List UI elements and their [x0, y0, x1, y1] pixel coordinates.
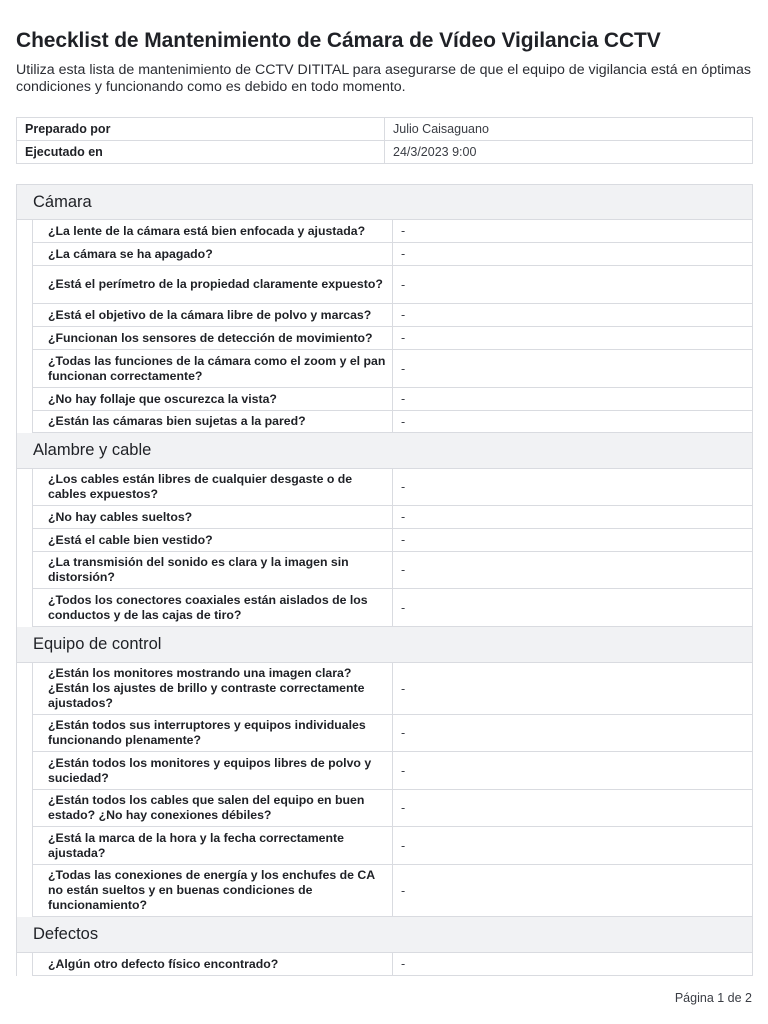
- page-number: Página 1 de 2: [674, 991, 752, 1005]
- meta-value: Julio Caisaguano: [385, 118, 753, 141]
- checklist-question: ¿No hay follaje que oscurezca la vista?: [33, 388, 393, 410]
- checklist-question: ¿No hay cables sueltos?: [33, 506, 393, 528]
- page-description: Utiliza esta lista de mantenimiento de CCTV DITITAL para asegurarse de que el equipo de vigilancia está en óptimas condiciones y funcionando como es debido en todo momento.: [16, 62, 751, 95]
- checklist-question: ¿La cámara se ha apagado?: [33, 243, 393, 265]
- checklist-answer: -: [401, 361, 406, 376]
- section-header-equipo-de-control: Equipo de control: [17, 627, 752, 663]
- checklist-row: [32, 350, 752, 388]
- checklist-question: ¿Están los monitores mostrando una imagen clara? ¿Están los ajustes de brillo y contraste correctamente ajustados?: [33, 663, 393, 714]
- checklist-answer: -: [401, 838, 406, 853]
- checklist-question: ¿Todos los conectores coaxiales están aislados de los conductos y de las cajas de tiro?: [33, 589, 393, 626]
- checklist-row: [32, 388, 752, 411]
- checklist-row: [32, 715, 752, 752]
- meta-label: Preparado por: [17, 118, 385, 141]
- checklist-row: [32, 865, 752, 917]
- checklist-answer: -: [401, 308, 406, 322]
- checklist-answer: -: [401, 726, 406, 740]
- checklist-row: [32, 953, 752, 976]
- checklist-question: ¿Están todos los cables que salen del equipo en buen estado? ¿No hay conexiones débiles?: [33, 790, 393, 826]
- section-header-defectos: Defectos: [17, 917, 752, 953]
- checklist-row: [32, 790, 752, 827]
- checklist-question: ¿Están todos los monitores y equipos libres de polvo y suciedad?: [33, 752, 393, 789]
- checklist-answer: -: [401, 392, 406, 406]
- checklist-row: [32, 827, 752, 865]
- checklist-answer: -: [401, 510, 406, 524]
- checklist-row: [32, 529, 752, 552]
- checklist-question: ¿Está el objetivo de la cámara libre de polvo y marcas?: [33, 304, 393, 326]
- checklist-question: ¿La lente de la cámara está bien enfocada y ajustada?: [33, 220, 393, 242]
- checklist-row: [32, 266, 752, 304]
- checklist-answer: -: [401, 801, 406, 815]
- checklist-row: [32, 327, 752, 350]
- checklist-answer: -: [401, 883, 406, 898]
- checklist-row: [32, 552, 752, 589]
- checklist-question: ¿Todas las funciones de la cámara como el zoom y el pan funcionan correctamente?: [33, 350, 393, 387]
- section-header-camara: Cámara: [17, 184, 752, 220]
- checklist-row: [32, 506, 752, 529]
- checklist-answer: -: [401, 224, 406, 238]
- meta-row-executed-on: [17, 141, 753, 164]
- checklist-question: ¿Funcionan los sensores de detección de movimiento?: [33, 327, 393, 349]
- checklist-answer: -: [401, 480, 406, 494]
- checklist-question: ¿Está el perímetro de la propiedad claramente expuesto?: [33, 266, 393, 303]
- page-title: Checklist de Mantenimiento de Cámara de Vídeo Vigilancia CCTV: [16, 29, 661, 52]
- checklist-question: ¿Está el cable bien vestido?: [33, 529, 393, 551]
- checklist-row: [32, 663, 752, 715]
- checklist-question: ¿Algún otro defecto físico encontrado?: [33, 953, 393, 975]
- meta-table: [16, 117, 753, 164]
- checklist-row: [32, 411, 752, 433]
- section-header-alambre-y-cable: Alambre y cable: [17, 433, 752, 469]
- checklist-answer: -: [401, 533, 406, 547]
- checklist-answer: -: [401, 277, 406, 292]
- meta-value: 24/3/2023 9:00: [385, 141, 753, 164]
- checklist-answer: -: [401, 763, 406, 778]
- checklist-answer: -: [401, 247, 406, 261]
- checklist-question: ¿Todas las conexiones de energía y los enchufes de CA no están sueltos y en buenas condiciones de funcionamiento?: [33, 865, 393, 916]
- checklist-question: ¿Están todos sus interruptores y equipos individuales funcionando plenamente?: [33, 715, 393, 751]
- checklist-question: ¿Está la marca de la hora y la fecha correctamente ajustada?: [33, 827, 393, 864]
- checklist-question: ¿La transmisión del sonido es clara y la imagen sin distorsión?: [33, 552, 393, 588]
- meta-row-prepared-by: [17, 118, 753, 141]
- checklist-row: [32, 304, 752, 327]
- meta-label: Ejecutado en: [17, 141, 385, 164]
- checklist-question: ¿Están las cámaras bien sujetas a la pared?: [33, 411, 393, 432]
- checklist-row: [32, 469, 752, 506]
- checklist-answer: -: [401, 957, 406, 971]
- checklist-answer: -: [401, 331, 406, 345]
- checklist-answer: -: [401, 681, 406, 696]
- checklist-answer: -: [401, 563, 406, 577]
- checklist-answer: -: [401, 600, 406, 615]
- checklist-row: [32, 243, 752, 266]
- checklist: [16, 184, 753, 976]
- checklist-row: [32, 589, 752, 627]
- checklist-row: [32, 220, 752, 243]
- checklist-row: [32, 752, 752, 790]
- checklist-answer: -: [401, 414, 406, 429]
- checklist-question: ¿Los cables están libres de cualquier desgaste o de cables expuestos?: [33, 469, 393, 505]
